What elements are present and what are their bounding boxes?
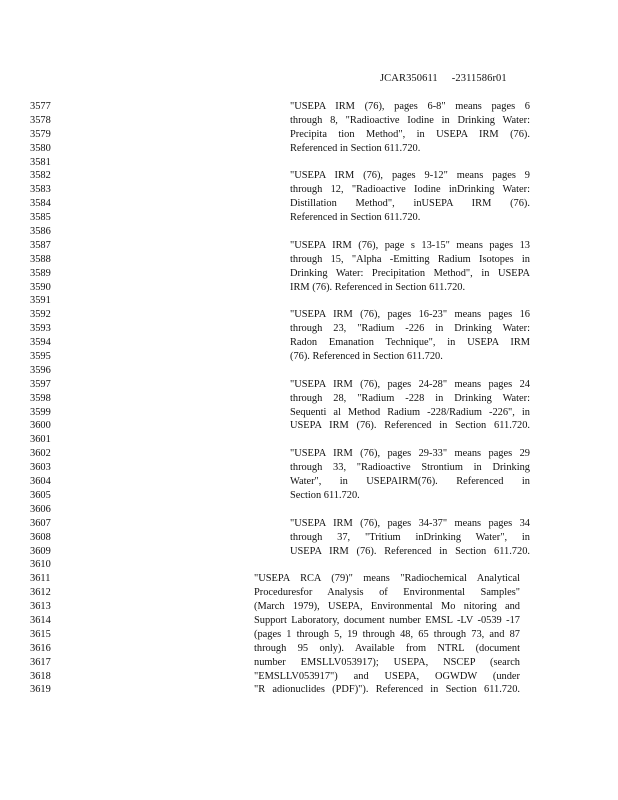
text-line: [30, 281, 590, 295]
text-line: [30, 614, 590, 628]
line-number: 3604: [30, 476, 51, 488]
line-number: 3612: [30, 587, 51, 599]
line-text: USEPA IRM (76). Referenced in Section 611.720.: [290, 545, 530, 557]
text-line: [30, 100, 590, 114]
text-line: [30, 142, 590, 156]
text-line: [30, 461, 590, 475]
document-id: JCAR350611: [380, 73, 438, 84]
line-number: 3580: [30, 142, 51, 154]
text-line: [30, 336, 590, 350]
line-text: through 33, "Radioactive Strontium in Drinking: [290, 462, 530, 474]
text-line: [30, 322, 590, 336]
text-line: [30, 475, 590, 489]
text-line: [30, 642, 590, 656]
text-line: [30, 392, 590, 406]
line-text: Sequenti al Method Radium -228/Radium -226", in: [290, 406, 530, 418]
line-text: Referenced in Section 611.720.: [290, 212, 421, 224]
document-version: -2311586r01: [451, 73, 507, 84]
line-number: 3599: [30, 406, 51, 418]
line-number: 3588: [30, 253, 51, 265]
text-line: [30, 656, 590, 670]
line-text: through 12, "Radioactive Iodine inDrinking Water:: [290, 184, 530, 196]
text-line: [30, 545, 590, 559]
text-line: [30, 267, 590, 281]
text-line: [30, 308, 590, 322]
line-number: 3578: [30, 114, 51, 126]
text-line: [30, 211, 590, 225]
line-text: "USEPA IRM (76), pages 24-28" means pages 24: [290, 378, 530, 390]
text-line: [30, 489, 590, 503]
text-line: [30, 169, 590, 183]
line-text: through 23, "Radium -226 in Drinking Water:: [290, 323, 530, 335]
line-number: 3611: [30, 573, 51, 585]
line-number: 3596: [30, 364, 51, 376]
line-number: 3591: [30, 295, 51, 307]
text-line: [30, 406, 590, 420]
line-text: through 37, "Tritium inDrinking Water", in: [290, 531, 530, 543]
line-number: 3587: [30, 239, 51, 251]
line-text: "EMSLLV053917") and USEPA, OGWDW (under: [254, 670, 520, 682]
line-text: through 8, "Radioactive Iodine in Drinking Water:: [290, 114, 530, 126]
text-line: [30, 239, 590, 253]
line-number: 3617: [30, 656, 51, 668]
line-text: Distillation Method", inUSEPA IRM (76).: [290, 198, 530, 210]
line-number: 3583: [30, 184, 51, 196]
text-line: [30, 503, 590, 517]
line-text: through 28, "Radium -228 in Drinking Water:: [290, 392, 530, 404]
text-line: [30, 628, 590, 642]
line-text: (March 1979), USEPA, Environmental Mo nitoring and: [254, 601, 520, 613]
text-line: [30, 572, 590, 586]
text-line: [30, 350, 590, 364]
text-line: [30, 225, 590, 239]
line-number: 3579: [30, 128, 51, 140]
line-text: Proceduresfor Analysis of Environmental Samples": [254, 587, 520, 599]
text-line: [30, 670, 590, 684]
text-line: [30, 683, 590, 697]
line-number: 3618: [30, 670, 51, 682]
line-number: 3600: [30, 420, 51, 432]
line-text: USEPA IRM (76). Referenced in Section 611.720.: [290, 420, 530, 432]
line-number: 3594: [30, 337, 51, 349]
line-number: 3613: [30, 601, 51, 613]
line-text: number EMSLLV053917); USEPA, NSCEP (search: [254, 656, 520, 668]
line-text: Water", in USEPAIRM(76). Referenced in: [290, 476, 530, 488]
line-number: 3592: [30, 309, 51, 321]
line-text: Referenced in Section 611.720.: [290, 142, 421, 154]
line-number: 3603: [30, 462, 51, 474]
text-line: [30, 253, 590, 267]
line-number: 3577: [30, 101, 51, 112]
line-number: 3595: [30, 351, 51, 363]
line-text: Section 611.720.: [290, 489, 360, 501]
line-text: Support Laboratory, document number EMSL -LV -0539 -17: [254, 614, 520, 626]
text-line: [30, 517, 590, 531]
line-number: 3585: [30, 212, 51, 224]
line-text: "USEPA IRM (76), pages 9-12" means pages 9: [290, 170, 530, 182]
line-text: "R adionuclides (PDF)"). Referenced in Section 611.720.: [254, 684, 520, 696]
text-line: [30, 558, 590, 572]
line-number: 3593: [30, 323, 51, 335]
text-line: [30, 197, 590, 211]
line-number: 3609: [30, 545, 51, 557]
text-line: [30, 586, 590, 600]
text-line: [30, 447, 590, 461]
line-text: "USEPA IRM (76), pages 29-33" means pages 29: [290, 448, 530, 460]
line-text: "USEPA IRM (76), pages 16-23" means pages 16: [290, 309, 530, 321]
line-number: 3582: [30, 170, 51, 182]
text-line: [30, 364, 590, 378]
text-line: [30, 433, 590, 447]
line-number: 3601: [30, 434, 51, 446]
line-number: 3589: [30, 267, 51, 279]
text-line: [30, 419, 590, 433]
text-line: [30, 378, 590, 392]
line-number: 3602: [30, 448, 51, 460]
line-text: (pages 1 through 5, 19 through 48, 65 through 73, and 87: [254, 628, 520, 640]
line-number: 3584: [30, 198, 51, 210]
line-text: IRM (76). Referenced in Section 611.720.: [290, 281, 466, 293]
line-text: Radon Emanation Technique", in USEPA IRM: [290, 337, 530, 349]
line-number: 3605: [30, 489, 51, 501]
line-number: 3616: [30, 642, 51, 654]
line-number: 3581: [30, 156, 51, 168]
line-text: Precipita tion Method", in USEPA IRM (76).: [290, 128, 530, 140]
line-number: 3615: [30, 628, 51, 640]
line-text: through 15, "Alpha -Emitting Radium Isotopes in: [290, 253, 530, 265]
text-line: [30, 128, 590, 142]
line-text: "USEPA IRM (76), pages 6-8" means pages 6: [290, 101, 530, 112]
line-text: Drinking Water: Precipitation Method", in USEPA: [290, 267, 530, 279]
text-line: [30, 183, 590, 197]
text-line: [30, 600, 590, 614]
text-line: [30, 294, 590, 308]
text-line: [30, 156, 590, 170]
line-number: 3608: [30, 531, 51, 543]
line-text: "USEPA IRM (76), page s 13-15" means pages 13: [290, 239, 530, 251]
line-number: 3619: [30, 684, 51, 696]
text-line: [30, 531, 590, 545]
line-text: "USEPA IRM (76), pages 34-37" means pages 34: [290, 517, 530, 529]
line-number: 3606: [30, 503, 51, 515]
line-text: through 95 only). Available from NTRL (document: [254, 642, 520, 654]
document-header: [380, 73, 507, 84]
line-number: 3590: [30, 281, 51, 293]
text-line: [30, 114, 590, 128]
line-text: (76). Referenced in Section 611.720.: [290, 351, 443, 363]
document-body: [30, 100, 590, 697]
line-number: 3614: [30, 614, 51, 626]
line-number: 3610: [30, 559, 51, 571]
line-number: 3607: [30, 517, 51, 529]
line-text: "USEPA RCA (79)" means "Radiochemical Analytical: [254, 573, 520, 585]
line-number: 3597: [30, 378, 51, 390]
line-number: 3598: [30, 392, 51, 404]
line-number: 3586: [30, 226, 51, 238]
